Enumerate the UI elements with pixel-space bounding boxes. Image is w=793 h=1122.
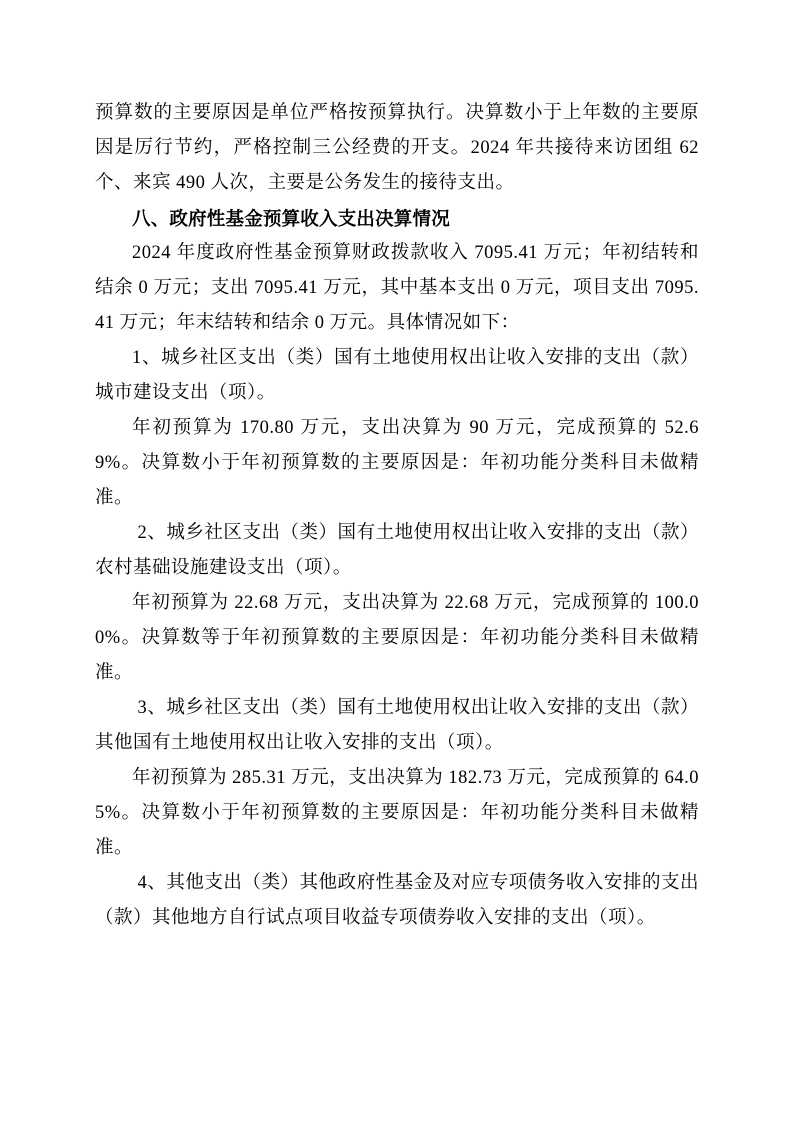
section-heading-government-fund-budget: 八、政府性基金预算收入支出决算情况 bbox=[132, 208, 450, 229]
paragraph-continuation-reception-expense: 预算数的主要原因是单位严格按预算执行。决算数小于上年数的主要原因是厉行节约，严格控制三公经费的开支。2024 年共接待来访团组 62 个、来宾 490 人次，主要是公务发生的接待支出。 bbox=[95, 103, 699, 193]
paragraph-fund-budget-overview: 2024 年度政府性基金预算财政拨款收入 7095.41 万元；年初结转和结余 0 万元；支出 7095.41 万元，其中基本支出 0 万元，项目支出 7095.41 万元；年末结转和结余 0 万元。具体情况如下： bbox=[95, 243, 699, 333]
page-text-content bbox=[95, 96, 699, 936]
list-item-4-special-bond-expense: 4、其他支出（类）其他政府性基金及对应专项债务收入安排的支出（款）其他地方自行试点项目收益专项债券收入安排的支出（项）。 bbox=[95, 873, 699, 928]
paragraph-item-1-budget-detail: 年初预算为 170.80 万元，支出决算为 90 万元，完成预算的 52.69%。决算数小于年初预算数的主要原因是：年初功能分类科目未做精准。 bbox=[95, 418, 699, 508]
list-item-2-rural-infrastructure-expense: 2、城乡社区支出（类）国有土地使用权出让收入安排的支出（款）农村基础设施建设支出（项）。 bbox=[95, 523, 699, 578]
list-item-3-other-land-use-expense: 3、城乡社区支出（类）国有土地使用权出让收入安排的支出（款）其他国有土地使用权出让收入安排的支出（项）。 bbox=[95, 698, 699, 753]
paragraph-item-3-budget-detail: 年初预算为 285.31 万元，支出决算为 182.73 万元，完成预算的 64.05%。决算数小于年初预算数的主要原因是：年初功能分类科目未做精准。 bbox=[95, 768, 699, 858]
list-item-1-urban-construction-expense: 1、城乡社区支出（类）国有土地使用权出让收入安排的支出（款）城市建设支出（项）。 bbox=[95, 348, 699, 403]
paragraph-item-2-budget-detail: 年初预算为 22.68 万元，支出决算为 22.68 万元，完成预算的 100.00%。决算数等于年初预算数的主要原因是：年初功能分类科目未做精准。 bbox=[95, 593, 699, 683]
